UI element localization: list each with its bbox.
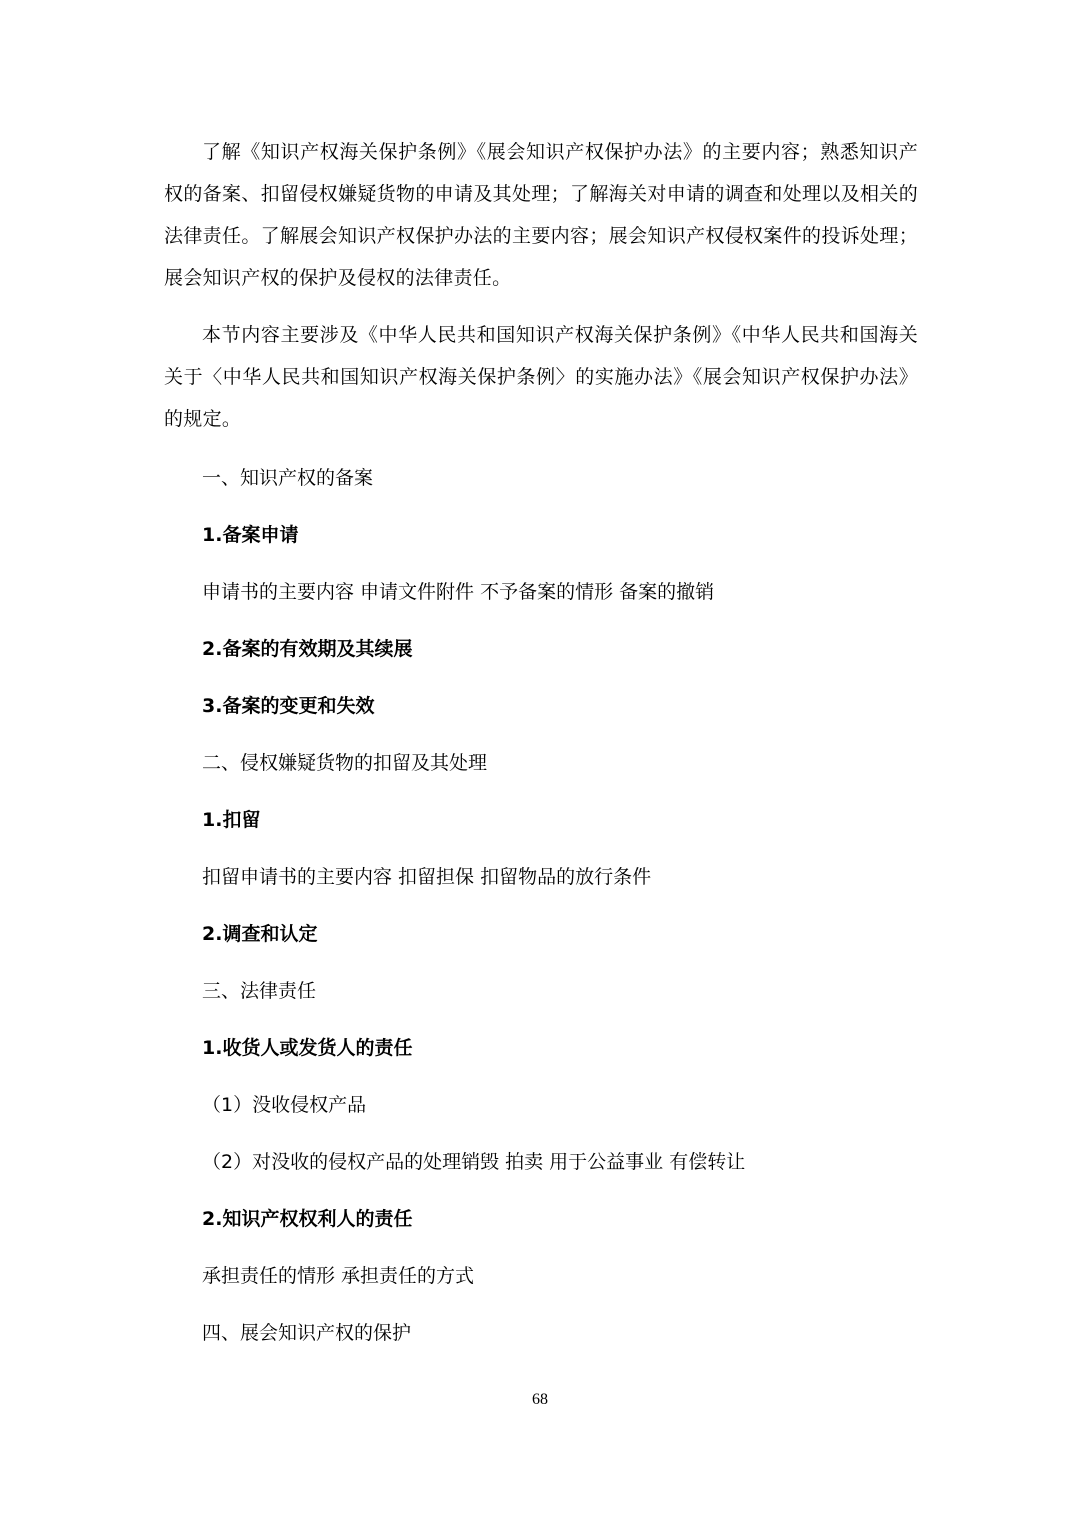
outline-text: 承担责任的情形 承担责任的方式 [202,1265,475,1287]
outline-text: 扣留申请书的主要内容 扣留担保 扣留物品的放行条件 [202,866,652,888]
page-number: 68 [532,1391,548,1408]
section-heading-2: 二、侵权嫌疑货物的扣留及其处理 [202,752,488,774]
subheading-1-2: 2.备案的有效期及其续展 [202,638,413,660]
subheading-2-1: 1.扣留 [202,809,261,831]
subheading-1-1: 1.备案申请 [202,524,299,546]
outline-item: （1）没收侵权产品 [202,1094,367,1116]
intro-paragraph: 了解《知识产权海关保护条例》《展会知识产权保护办法》的主要内容；熟悉知识产权的备案、扣留侵权嫌疑货物的申请及其处理；了解海关对申请的调查和处理以及相关的法律责任。了解展会知识产权保护办法的主要内容；展会知识产权侵权案件的投诉处理；展会知识产权的保护及侵权的法律责任。 [164,141,918,289]
scope-paragraph: 本节内容主要涉及《中华人民共和国知识产权海关保护条例》《中华人民共和国海关关于〈中华人民共和国知识产权海关保护条例〉的实施办法》《展会知识产权保护办法》的规定。 [164,324,918,430]
section-heading-4: 四、展会知识产权的保护 [202,1322,412,1344]
subheading-3-2: 2.知识产权权利人的责任 [202,1208,413,1230]
section-heading-3: 三、法律责任 [202,980,317,1002]
outline-item: （2）对没收的侵权产品的处理销毁 拍卖 用于公益事业 有偿转让 [202,1151,746,1173]
subheading-3-1: 1.收货人或发货人的责任 [202,1037,413,1059]
subheading-1-3: 3.备案的变更和失效 [202,695,375,717]
outline-text: 申请书的主要内容 申请文件附件 不予备案的情形 备案的撤销 [202,581,715,603]
section-heading-1: 一、知识产权的备案 [202,467,374,489]
subheading-2-2: 2.调查和认定 [202,923,318,945]
